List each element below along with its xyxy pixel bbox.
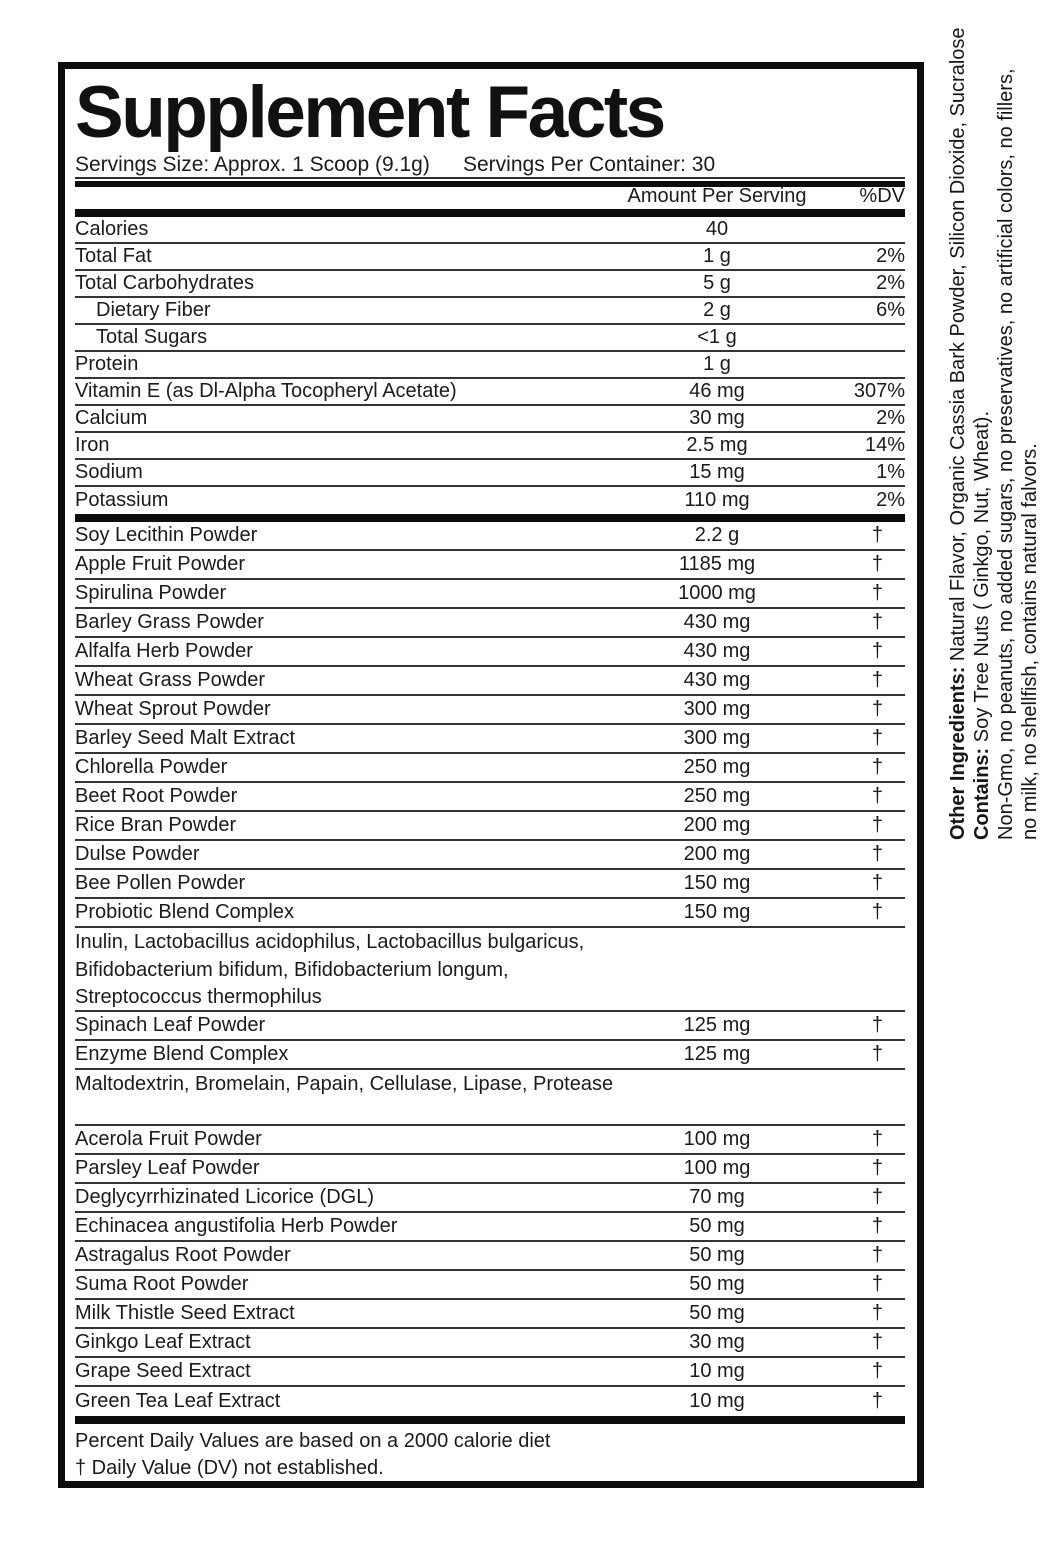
amount-value: 50 mg <box>689 1215 745 1237</box>
ingredient-name: Rice Bran Powder <box>75 814 237 836</box>
table-row <box>75 725 905 754</box>
ingredient-name: Barley Seed Malt Extract <box>75 727 296 749</box>
table-row <box>75 1126 905 1155</box>
ingredient-name: Green Tea Leaf Extract <box>75 1390 281 1412</box>
table-row <box>75 696 905 725</box>
dv-value: † <box>871 1043 883 1065</box>
amount-value: 50 mg <box>689 1244 745 1266</box>
column-headers <box>75 187 905 209</box>
amount-value: 125 mg <box>683 1043 751 1065</box>
table-row <box>75 352 905 379</box>
dv-value: † <box>871 901 883 923</box>
dv-value: 2% <box>876 272 905 294</box>
ingredient-name: Total Sugars <box>96 326 208 348</box>
serving-size-text: Servings Size: Approx. 1 Scoop (9.1g) <box>75 153 430 176</box>
ingredient-name: Barley Grass Powder <box>75 611 264 633</box>
sub-ingredient-line: Inulin, Lactobacillus acidophilus, Lactobacillus bulgaricus, <box>75 930 585 953</box>
divider-bar-thick <box>75 1416 905 1424</box>
dv-value: † <box>871 582 883 604</box>
dv-value: † <box>871 698 883 720</box>
side-note-label: Contains: <box>971 747 993 840</box>
table-row <box>75 812 905 841</box>
table-row <box>75 551 905 580</box>
amount-value: 430 mg <box>683 669 751 691</box>
ingredient-name: Milk Thistle Seed Extract <box>75 1302 295 1324</box>
amount-value: 46 mg <box>689 380 745 402</box>
panel-title: Supplement Facts <box>75 72 664 153</box>
ingredient-name: Alfalfa Herb Powder <box>75 640 253 662</box>
side-note-text: no milk, no shellfish, contains natural falvors. <box>1019 443 1041 840</box>
dv-header: %DV <box>859 185 905 207</box>
side-note-line <box>1018 58 1042 840</box>
supplement-facts-panel <box>58 62 924 1488</box>
ingredient-name: Acerola Fruit Powder <box>75 1128 262 1150</box>
ingredient-name: Total Carbohydrates <box>75 272 254 294</box>
dv-value: 2% <box>876 407 905 429</box>
table-row <box>75 244 905 271</box>
dv-value: † <box>871 727 883 749</box>
dv-value: † <box>871 553 883 575</box>
ingredient-name: Apple Fruit Powder <box>75 553 246 575</box>
amount-value: 200 mg <box>683 814 751 836</box>
ingredient-name: Potassium <box>75 489 169 511</box>
amount-value: 100 mg <box>683 1157 751 1179</box>
table-row <box>75 298 905 325</box>
ingredient-name: Calcium <box>75 407 148 429</box>
amount-value: 1 g <box>703 245 731 267</box>
ingredient-name: Spirulina Powder <box>75 582 227 604</box>
dv-value: 2% <box>876 245 905 267</box>
amount-value: 50 mg <box>689 1273 745 1295</box>
table-row <box>75 841 905 870</box>
ingredient-name: Bee Pollen Powder <box>75 872 246 894</box>
ingredient-name: Spinach Leaf Powder <box>75 1014 266 1036</box>
amount-value: 430 mg <box>683 611 751 633</box>
side-note-label: Other Ingredients: <box>947 666 969 840</box>
amount-value: 150 mg <box>683 901 751 923</box>
dv-value: 2% <box>876 489 905 511</box>
dv-value: 307% <box>853 380 905 402</box>
table-row <box>75 271 905 298</box>
serving-info <box>75 153 905 179</box>
table-row <box>75 870 905 899</box>
dv-value: † <box>871 1244 883 1266</box>
side-notes <box>946 27 1046 840</box>
dv-value: † <box>871 872 883 894</box>
amount-value: 1185 mg <box>678 553 756 575</box>
ingredient-name: Echinacea angustifolia Herb Powder <box>75 1215 398 1237</box>
divider-bar-thick <box>75 209 905 217</box>
table-row <box>75 1041 905 1070</box>
table-row <box>75 783 905 812</box>
table-row <box>75 1012 905 1041</box>
ingredient-name: Soy Lecithin Powder <box>75 524 258 546</box>
dv-value: 6% <box>876 299 905 321</box>
table-row <box>75 1358 905 1387</box>
ingredient-name: Sodium <box>75 461 143 483</box>
footnotes <box>75 1424 905 1482</box>
amount-value: 10 mg <box>689 1360 745 1382</box>
table-row <box>75 522 905 551</box>
divider-bar-thick <box>75 514 905 522</box>
dv-value: † <box>871 611 883 633</box>
amount-value: 2.5 mg <box>686 434 748 456</box>
table-row <box>75 667 905 696</box>
ingredient-name: Calories <box>75 218 149 240</box>
dv-value: † <box>871 1157 883 1179</box>
table-row <box>75 487 905 514</box>
amount-value: 250 mg <box>683 756 751 778</box>
ingredient-name: Chlorella Powder <box>75 756 228 778</box>
table-row <box>75 406 905 433</box>
amount-value: 430 mg <box>683 640 751 662</box>
amount-per-serving-header: Amount Per Serving <box>627 185 807 207</box>
dv-value: † <box>871 640 883 662</box>
dv-value: † <box>871 1331 883 1353</box>
dv-value: † <box>871 1014 883 1036</box>
ingredient-name: Probiotic Blend Complex <box>75 901 294 923</box>
ingredient-name: Astragalus Root Powder <box>75 1244 291 1266</box>
dv-value: † <box>871 1390 883 1412</box>
table-row <box>75 754 905 783</box>
table-row <box>75 217 905 244</box>
amount-value: 70 mg <box>689 1186 745 1208</box>
table-row <box>75 1387 905 1416</box>
amount-value: 30 mg <box>689 407 745 429</box>
dv-value: † <box>871 785 883 807</box>
amount-value: 300 mg <box>683 727 751 749</box>
ingredient-name: Wheat Sprout Powder <box>75 698 271 720</box>
sub-ingredient-line <box>75 1098 905 1126</box>
footnote-dv-basis: Percent Daily Values are based on a 2000 calorie diet <box>75 1430 551 1452</box>
table-row <box>75 638 905 667</box>
ingredient-name: Iron <box>75 434 110 456</box>
ingredient-name: Dietary Fiber <box>96 299 211 321</box>
footnote-dagger-note: † Daily Value (DV) not established. <box>75 1457 384 1479</box>
amount-value: 150 mg <box>683 872 751 894</box>
table-row <box>75 1300 905 1329</box>
sub-ingredient-line: Streptococcus thermophilus <box>75 984 905 1012</box>
table-row <box>75 609 905 638</box>
amount-value: 15 mg <box>689 461 745 483</box>
dv-value: † <box>871 843 883 865</box>
ingredient-name: Parsley Leaf Powder <box>75 1157 260 1179</box>
table-row <box>75 433 905 460</box>
ingredients-table <box>75 522 905 1416</box>
amount-value: 200 mg <box>683 843 751 865</box>
table-row <box>75 580 905 609</box>
amount-value: 125 mg <box>683 1014 751 1036</box>
dv-value: 14% <box>864 434 905 456</box>
ingredient-name: Total Fat <box>75 245 152 267</box>
ingredient-name: Deglycyrrhizinated Licorice (DGL) <box>75 1186 374 1208</box>
side-note-text: Natural Flavor, Organic Cassia Bark Powder, Silicon Dioxide, Sucralose <box>947 27 969 667</box>
amount-value: 30 mg <box>689 1331 745 1353</box>
table-row <box>75 1155 905 1184</box>
amount-value: 250 mg <box>683 785 751 807</box>
servings-per-container-text: Servings Per Container: 30 <box>463 153 716 176</box>
table-row <box>75 899 905 928</box>
amount-value: <1 g <box>697 326 737 348</box>
table-row <box>75 379 905 406</box>
dv-value: † <box>871 1186 883 1208</box>
ingredient-name: Suma Root Powder <box>75 1273 249 1295</box>
dv-value: 1% <box>876 461 905 483</box>
table-row <box>75 460 905 487</box>
side-note-text: Soy Tree Nuts ( Ginkgo, Nut, Wheat). <box>971 410 993 748</box>
nutrients-table <box>75 217 905 514</box>
amount-value: 50 mg <box>689 1302 745 1324</box>
ingredient-name: Enzyme Blend Complex <box>75 1043 289 1065</box>
amount-value: 300 mg <box>683 698 751 720</box>
amount-value: 100 mg <box>683 1128 751 1150</box>
ingredient-name: Ginkgo Leaf Extract <box>75 1331 251 1353</box>
ingredient-name: Vitamin E (as Dl-Alpha Tocopheryl Acetate) <box>75 380 457 402</box>
table-row <box>75 1329 905 1358</box>
table-row <box>75 325 905 352</box>
table-row <box>75 1184 905 1213</box>
amount-value: 2.2 g <box>694 524 740 546</box>
amount-value: 10 mg <box>689 1390 745 1412</box>
ingredient-name: Protein <box>75 353 139 375</box>
dv-value: † <box>871 814 883 836</box>
table-row <box>75 1213 905 1242</box>
amount-value: 1000 mg <box>678 582 756 604</box>
amount-value: 1 g <box>703 353 731 375</box>
ingredient-name: Dulse Powder <box>75 843 200 865</box>
dv-value: † <box>871 669 883 691</box>
sub-ingredient-line: Bifidobacterium bifidum, Bifidobacterium longum, <box>75 958 509 981</box>
ingredient-name: Beet Root Powder <box>75 785 238 807</box>
table-row <box>75 1271 905 1300</box>
sub-ingredient-line: Maltodextrin, Bromelain, Papain, Cellulase, Lipase, Protease <box>75 1072 614 1095</box>
table-row <box>75 1242 905 1271</box>
amount-value: 2 g <box>703 299 731 321</box>
amount-value: 5 g <box>703 272 731 294</box>
side-note-text: Non-Gmo, no peanuts, no added sugars, no preservatives, no artificial colors, no fillers, <box>995 68 1017 840</box>
dv-value: † <box>871 756 883 778</box>
amount-value: 40 <box>705 218 729 240</box>
dv-value: † <box>871 1215 883 1237</box>
ingredient-name: Wheat Grass Powder <box>75 669 266 691</box>
dv-value: † <box>871 1273 883 1295</box>
dv-value: † <box>871 1302 883 1324</box>
dv-value: † <box>871 1128 883 1150</box>
dv-value: † <box>871 1360 883 1382</box>
dv-value: † <box>871 524 883 546</box>
side-note-line <box>946 27 970 840</box>
side-note-line <box>994 58 1018 840</box>
ingredient-name: Grape Seed Extract <box>75 1360 251 1382</box>
amount-value: 110 mg <box>684 489 750 511</box>
side-note-line <box>970 58 994 840</box>
